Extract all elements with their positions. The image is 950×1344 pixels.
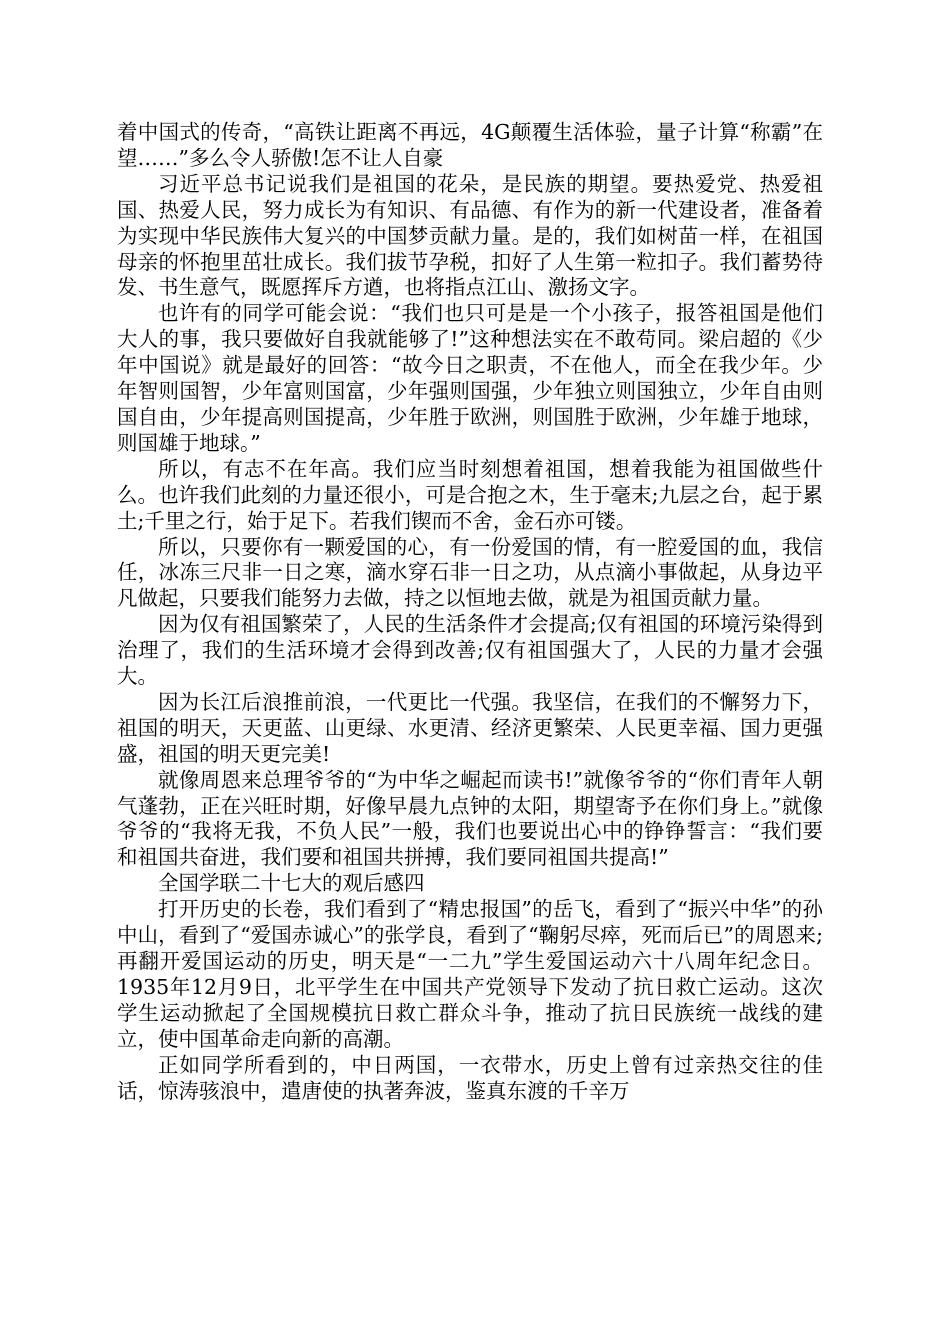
paragraph: 因为仅有祖国繁荣了，人民的生活条件才会提高;仅有祖国的环境污染得到治理了，我们的生活环境才会得到改善;仅有祖国强大了，人民的力量才会强大。 <box>117 612 823 689</box>
paragraph: 着中国式的传奇，“高铁让距离不再远，4G颠覆生活体验，量子计算“称霸”在望……”多么令人骄傲!怎不让人自豪 <box>117 120 823 170</box>
paragraph: 因为长江后浪推前浪，一代更比一代强。我坚信，在我们的不懈努力下，祖国的明天，天更蓝、山更绿、水更清、经济更繁荣、人民更幸福、国力更强盛，祖国的明天更完美! <box>117 689 823 766</box>
paragraph: 也许有的同学可能会说：“我们也只可是是一个小孩子，报答祖国是他们大人的事，我只要做好自我就能够了!”这种想法实在不敢苟同。梁启超的《少年中国说》就是最好的回答：“故今日之职责，不在他人，而全在我少年。少年智则国智，少年富则国富，少年强则国强，少年独立则国独立，少年自由则国自由，少年提高则国提高，少年胜于欧洲，则国胜于欧洲，少年雄于地球，则国雄于地球。” <box>117 301 823 455</box>
paragraph: 就像周恩来总理爷爷的“为中华之崛起而读书!”就像爷爷的“你们青年人朝气蓬勃，正在兴旺时期，好像早晨九点钟的太阳，期望寄予在你们身上。”就像爷爷的“我将无我，不负人民”一般，我们也要说出心中的铮铮誓言：“我们要和祖国共奋进，我们要和祖国共拼搏，我们要同祖国共提高!” <box>117 767 823 870</box>
paragraph: 所以，只要你有一颗爱国的心，有一份爱国的情，有一腔爱国的血，我信任，冰冻三尺非一日之寒，滴水穿石非一日之功，从点滴小事做起，从身边平凡做起，只要我们能努力去做，持之以恒地去做，就是为祖国贡献力量。 <box>117 534 823 611</box>
section-heading: 全国学联二十七大的观后感四 <box>158 871 425 896</box>
paragraph: 所以，有志不在年高。我们应当时刻想着祖国，想着我能为祖国做些什么。也许我们此刻的力量还很小，可是合抱之木，生于毫末;九层之台，起于累土;千里之行，始于足下。若我们锲而不舍，金石亦可镂。 <box>117 456 823 533</box>
paragraph: 正如同学所看到的，中日两国，一衣带水，历史上曾有过亲热交往的佳话，惊涛骇浪中，遣唐使的执著奔波，鉴真东渡的千辛万 <box>117 1052 823 1103</box>
paragraph: 打开历史的长卷，我们看到了“精忠报国”的岳飞，看到了“振兴中华”的孙中山，看到了“爱国赤诚心”的张学良，看到了“鞠躬尽瘁，死而后已”的周恩来;再翻开爱国运动的历史，明天是“一二九”学生爱国运动六十八周年纪念日。1935年12月9日，北平学生在中国共产党领导下发动了抗日救亡运动。这次学生运动掀起了全国规模抗日救亡群众斗争，推动了抗日民族统一战线的建立，使中国革命走向新的高潮。 <box>117 897 823 1051</box>
paragraph: 习近平总书记说我们是祖国的花朵，是民族的期望。要热爱党、热爱祖国、热爱人民，努力成长为有知识、有品德、有作为的新一代建设者，准备着为实现中华民族伟大复兴的中国梦贡献力量。是的，我们如树苗一样，在祖国母亲的怀抱里茁壮成长。我们拔节孕税，扣好了人生第一粒扣子。我们蓄势待发、书生意气，既愿挥斥方遒，也将指点江山、激扬文字。 <box>117 171 823 300</box>
document-body <box>117 120 823 1104</box>
